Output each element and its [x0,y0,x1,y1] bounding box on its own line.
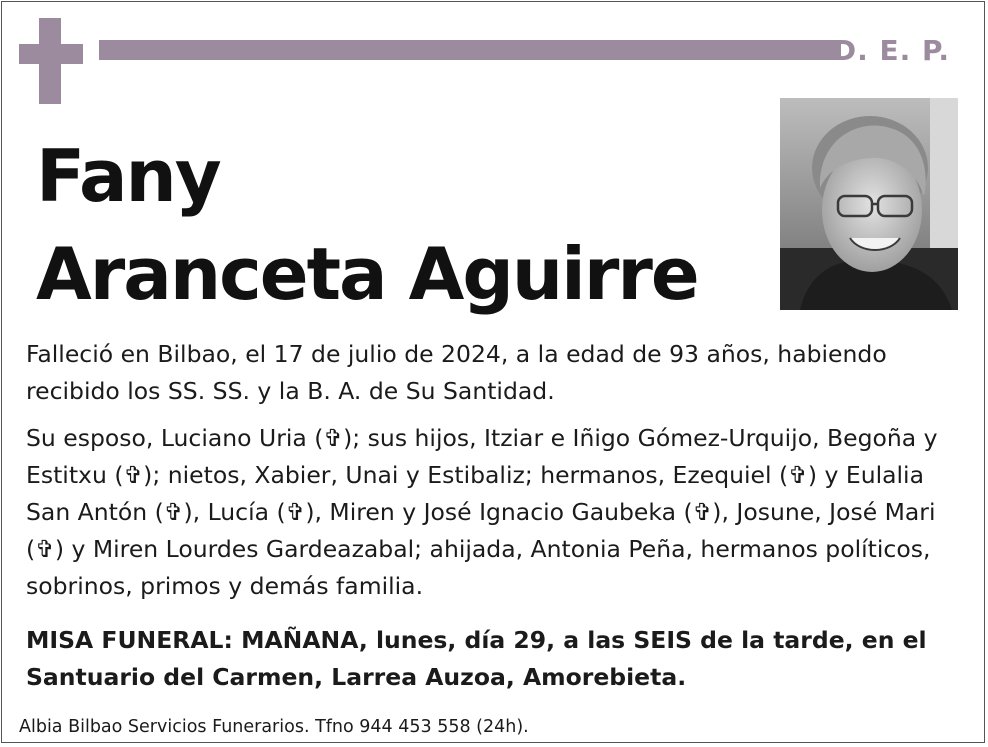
header-bar [99,40,841,60]
obituary-card [1,1,985,743]
cross-icon [19,18,83,104]
first-name: Fany [36,134,220,218]
funeral-mass-paragraph: MISA FUNERAL: MAÑANA, lunes, día 29, a las SEIS de la tarde, en el Santuario del Carmen, Larrea Auzoa, Amorebieta. [26,626,927,691]
death-notice-paragraph: Falleció en Bilbao, el 17 de julio de 2024, a la edad de 93 años, habiendo recibido los SS. SS. y la B. A. de Su Santidad. [26,340,887,405]
family-paragraph: Su esposo, Luciano Uria (✞); sus hijos, Itziar e Iñigo Gómez-Urquijo, Begoña y Estitxu (✞); nietos, Xabier, Unai y Estibaliz; hermanos, Ezequiel (✞) y Eulalia San Antón (✞), Lucía (✞), Miren y José Ignacio Gaubeka (✞), Josune, José Mari (✞) y Miren Lourdes Gardeazabal; ahijada, Antonia Peña, hermanos políticos, sobrinos, primos y demás familia. [26,424,938,600]
funeral-home-footer: Albia Bilbao Servicios Funerarios. Tfno 944 453 558 (24h). [19,717,529,737]
portrait-photo [780,98,958,310]
dep-label: D. E. P. [832,34,950,67]
surname: Aranceta Aguirre [36,232,698,316]
